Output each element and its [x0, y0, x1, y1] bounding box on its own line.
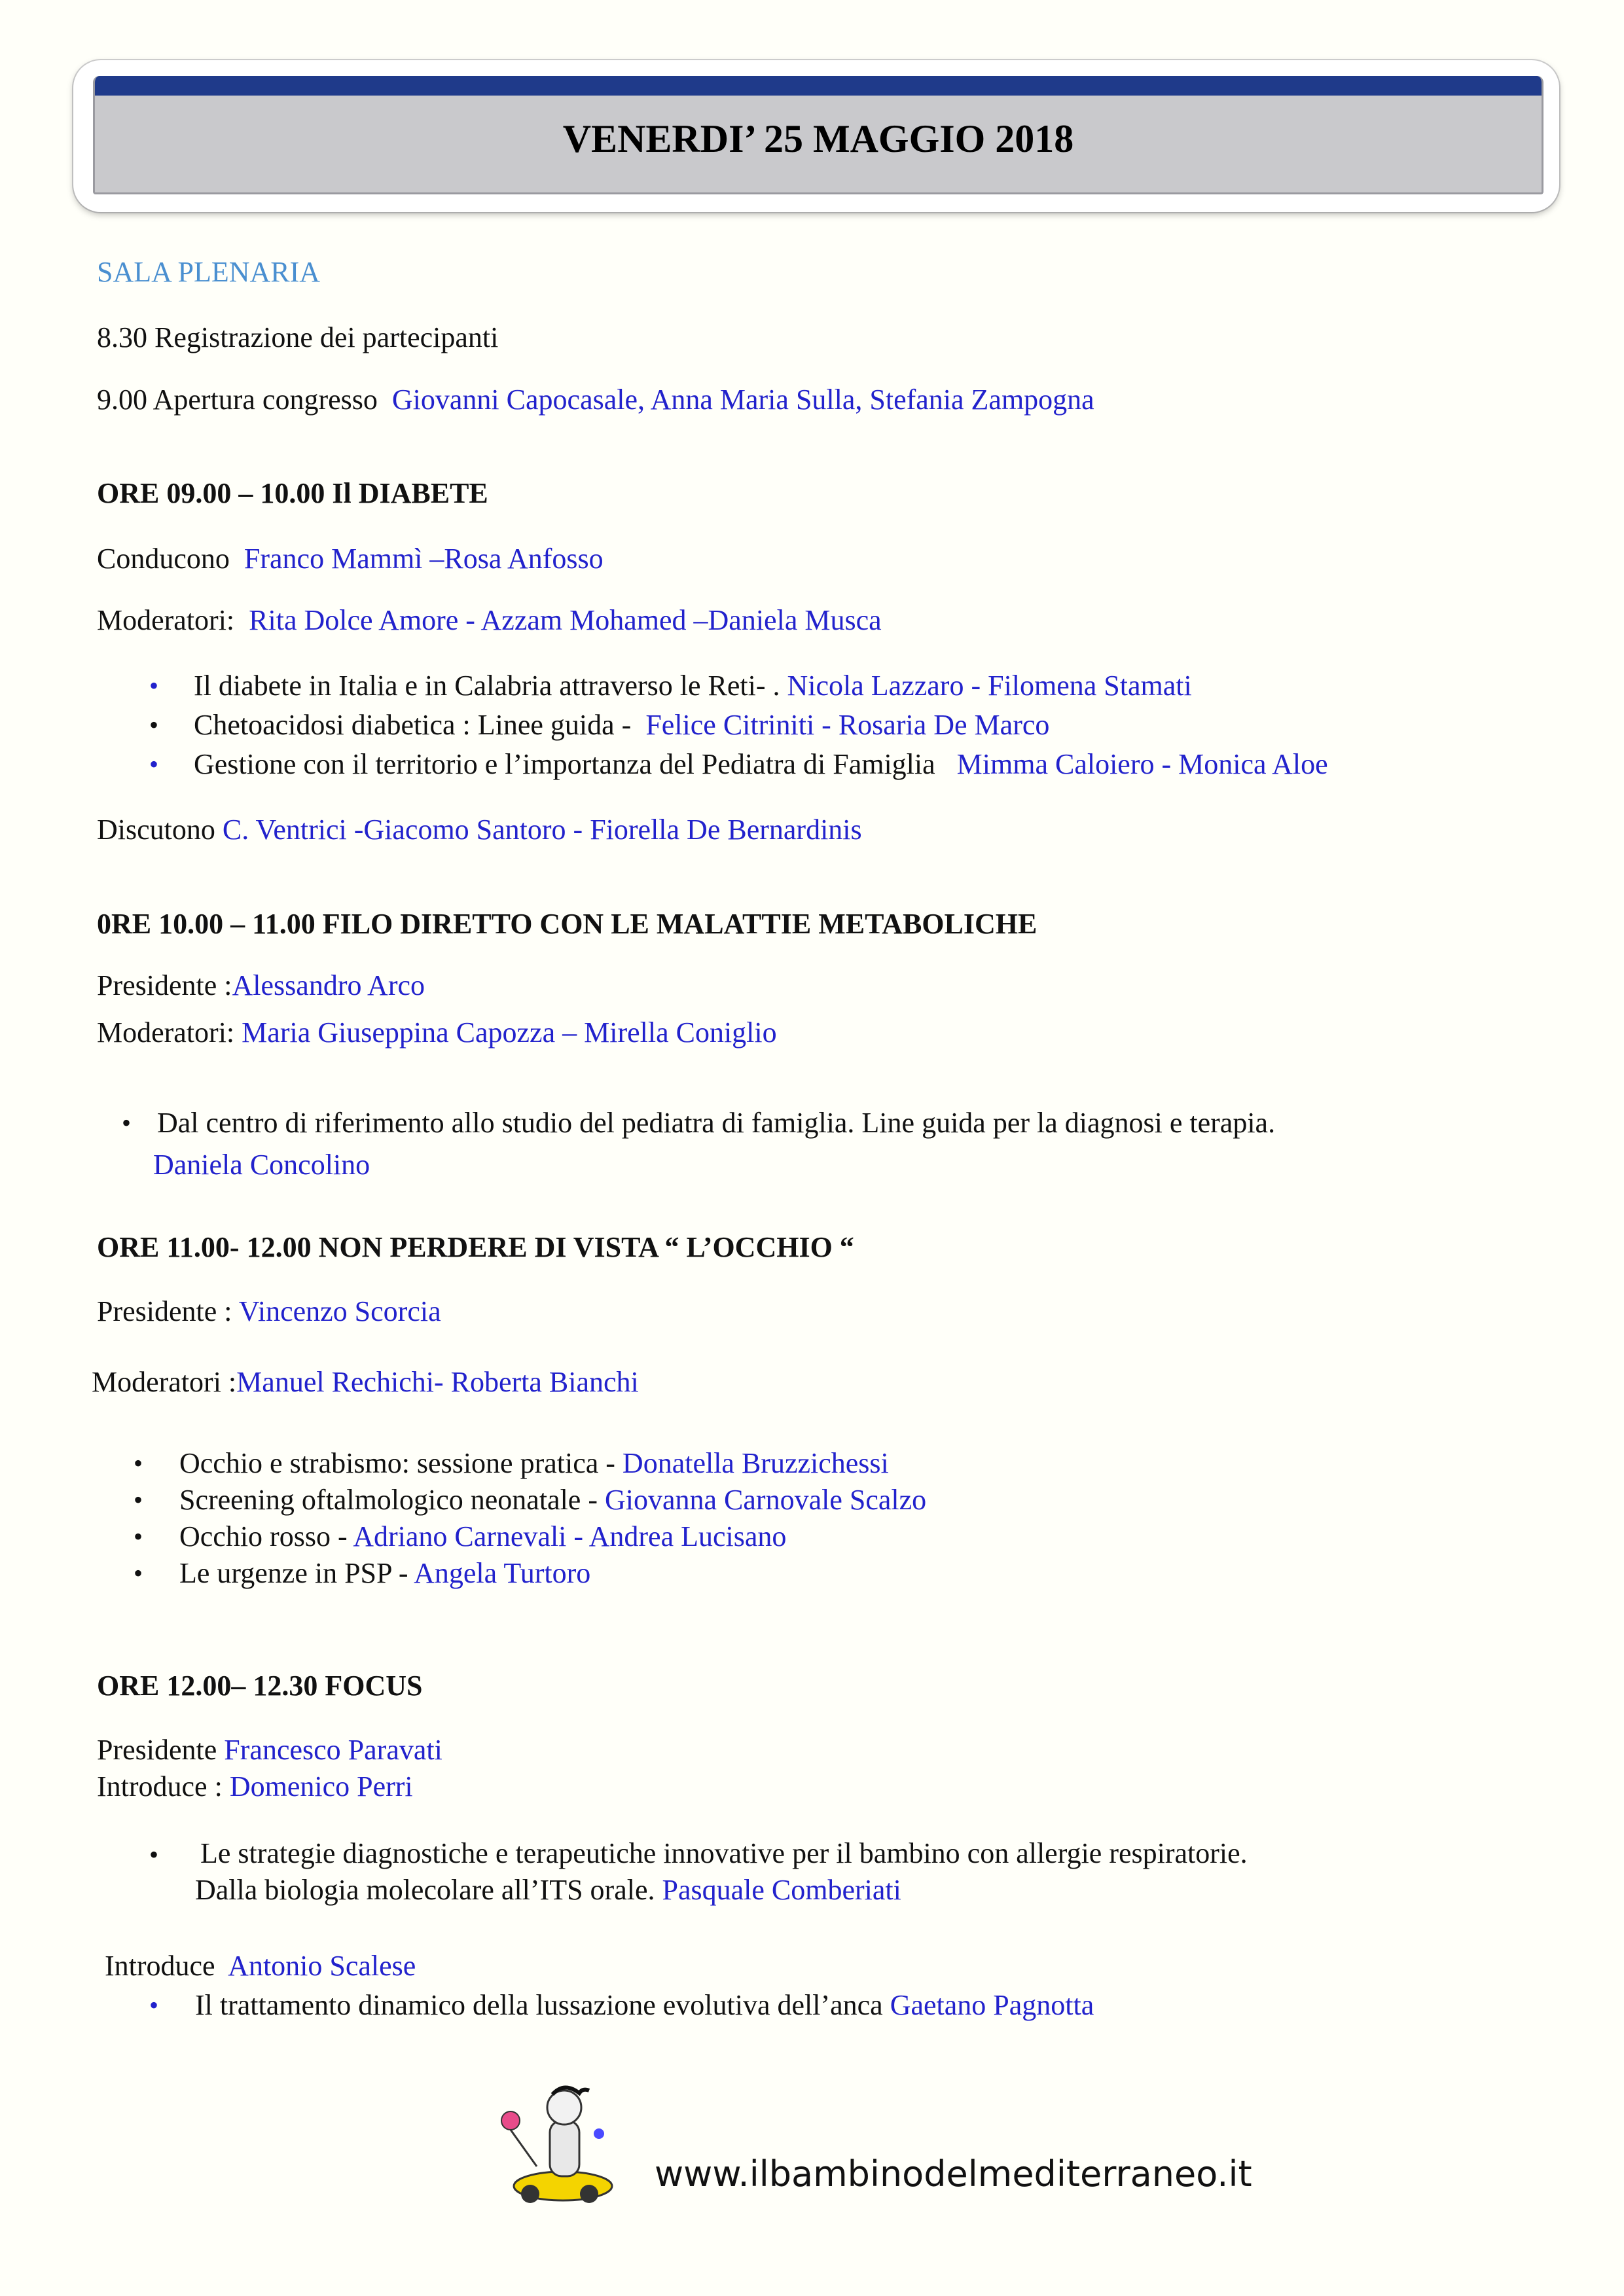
s1-item-2: [194, 708, 1049, 742]
item-text: Le urgenze in PSP -: [179, 1557, 408, 1589]
names: C. Ventrici -Giacomo Santoro - Fiorella De Bernardinis: [222, 814, 862, 846]
s2-item: Dal centro di riferimento allo studio del pediatra di famiglia. Line guida per la diagnosi e terapia.: [157, 1107, 1276, 1139]
item-text: Occhio e strabismo: sessione pratica -: [179, 1447, 615, 1479]
names: Antonio Scalese: [228, 1950, 416, 1982]
names: Franco Mammì –Rosa Anfosso: [244, 543, 604, 575]
bullet-icon: •: [134, 1558, 143, 1588]
item-names: Mimma Caloiero - Monica Aloe: [956, 748, 1328, 780]
item-names: Pasquale Comberiati: [662, 1874, 901, 1906]
s2-presidente: [97, 969, 425, 1002]
label: Presidente :: [97, 1295, 232, 1327]
bullet-icon: •: [149, 671, 159, 700]
s2-item-names: Daniela Concolino: [153, 1149, 370, 1181]
item-text: Screening oftalmologico neonatale -: [179, 1484, 598, 1516]
label: Conducono: [97, 543, 230, 575]
item-names: Felice Citriniti - Rosaria De Marco: [645, 709, 1050, 741]
label: Moderatori:: [97, 1016, 235, 1049]
label: Moderatori :: [92, 1366, 237, 1398]
section-heading-diabete: ORE 09.00 – 10.00 Il DIABETE: [97, 477, 488, 509]
item-text: Il trattamento dinamico della lussazione evolutiva dell’anca: [195, 1989, 883, 2021]
s1-moderatori: [97, 603, 882, 637]
names: Francesco Paravati: [224, 1734, 442, 1766]
bullet-icon: •: [149, 710, 159, 740]
s2-moderatori: [97, 1016, 777, 1049]
apertura-text: 9.00 Apertura congresso: [97, 384, 378, 416]
names: Maria Giuseppina Capozza – Mirella Coniglio: [242, 1016, 777, 1049]
bullet-icon: •: [149, 1990, 159, 2020]
item-text: Gestione con il territorio e l’importanza del Pediatra di Famiglia: [194, 748, 935, 780]
bullet-icon: •: [122, 1108, 132, 1138]
s4-introduce-2: [105, 1949, 416, 1982]
s3-item-3: [179, 1520, 786, 1553]
section-heading-focus: ORE 12.00– 12.30 FOCUS: [97, 1670, 423, 1702]
bullet-icon: •: [134, 1522, 143, 1551]
label: Moderatori:: [97, 604, 235, 636]
item-text: Occhio rosso -: [179, 1520, 348, 1552]
bullet-icon: •: [149, 1840, 159, 1869]
bullet-icon: •: [134, 1485, 143, 1515]
bambino-logo-icon: [484, 2081, 622, 2206]
names: Domenico Perri: [229, 1770, 413, 1803]
registrazione: 8.30 Registrazione dei partecipanti: [97, 321, 499, 353]
apertura-names: Giovanni Capocasale, Anna Maria Sulla, Stefania Zampogna: [391, 384, 1094, 416]
names: Alessandro Arco: [232, 969, 425, 1001]
item-names: Angela Turtoro: [414, 1557, 591, 1589]
item-names: Donatella Bruzzichessi: [622, 1447, 889, 1479]
s3-item-2: [179, 1483, 926, 1516]
s1-conducono: [97, 542, 604, 575]
s4-item-1-line1: Le strategie diagnostiche e terapeutiche innovative per il bambino con allergie respiratorie.: [200, 1837, 1248, 1869]
page-title: VENERDI’ 25 MAGGIO 2018: [562, 117, 1074, 160]
names: Manuel Rechichi- Roberta Bianchi: [236, 1366, 639, 1398]
s1-item-1: [194, 669, 1192, 702]
banner-stripe: [95, 76, 1542, 96]
s3-item-4: [179, 1556, 590, 1590]
section-heading-metaboliche: 0RE 10.00 – 11.00 FILO DIRETTO CON LE MALATTIE METABOLICHE: [97, 908, 1038, 940]
s3-moderatori: [92, 1365, 639, 1399]
label: Discutono: [97, 814, 215, 846]
footer-url: www.ilbambinodelmediterraneo.it: [655, 2153, 1252, 2195]
names: Vincenzo Scorcia: [238, 1295, 441, 1327]
section-heading-occhio: ORE 11.00- 12.00 NON PERDERE DI VISTA “ L’OCCHIO “: [97, 1231, 854, 1263]
label: Introduce: [105, 1950, 215, 1982]
s1-item-3: [194, 747, 1328, 781]
s4-item-2: [195, 1988, 1094, 2022]
s4-presidente: [97, 1733, 442, 1767]
s3-item-1: [179, 1446, 889, 1480]
item-names: Nicola Lazzaro - Filomena Stamati: [787, 670, 1192, 702]
label: Introduce :: [97, 1770, 223, 1803]
bullet-icon: •: [149, 749, 159, 779]
item-names: Gaetano Pagnotta: [890, 1989, 1094, 2021]
label: Presidente: [97, 1734, 217, 1766]
item-text: Chetoacidosi diabetica : Linee guida -: [194, 709, 632, 741]
header-banner: [93, 76, 1543, 194]
item-names: Adriano Carnevali - Andrea Lucisano: [353, 1520, 787, 1552]
apertura: [97, 383, 1094, 416]
s1-discutono: [97, 813, 862, 846]
sala-label: SALA PLENARIA: [97, 256, 321, 288]
s4-item-1-line2: [195, 1873, 901, 1907]
item-text: Dalla biologia molecolare all’ITS orale.: [195, 1874, 655, 1906]
item-text: Il diabete in Italia e in Calabria attraverso le Reti- .: [194, 670, 780, 702]
names: Rita Dolce Amore - Azzam Mohamed –Daniela Musca: [249, 604, 882, 636]
s4-introduce-1: [97, 1770, 413, 1803]
label: Presidente :: [97, 969, 232, 1001]
bullet-icon: •: [134, 1448, 143, 1478]
item-names: Giovanna Carnovale Scalzo: [605, 1484, 927, 1516]
s3-presidente: [97, 1295, 441, 1328]
